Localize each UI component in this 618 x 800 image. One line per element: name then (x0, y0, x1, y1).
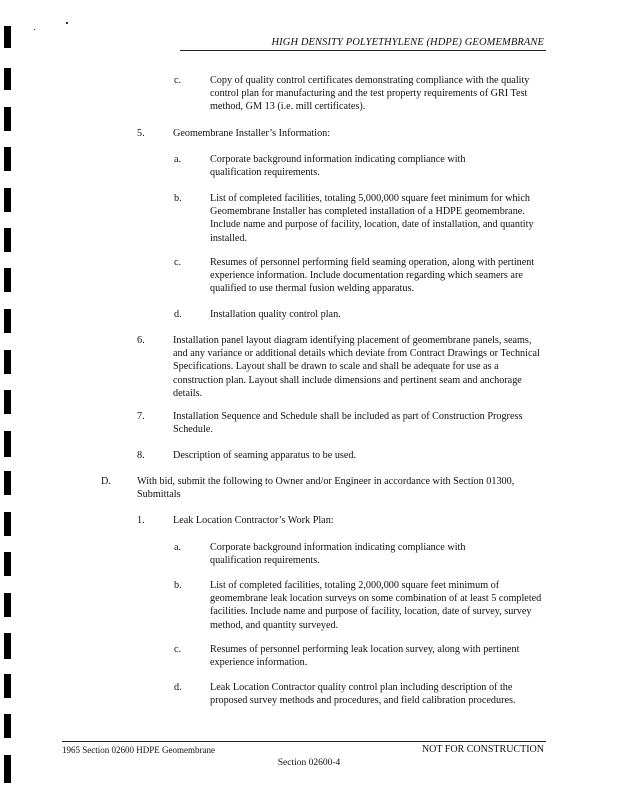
item-text: Installation quality control plan. (210, 309, 341, 320)
binder-mark (4, 147, 11, 171)
item-label: c. (174, 75, 182, 86)
item-text: Resumes of personnel performing leak location survey, along with pertinent experience information. (210, 644, 520, 669)
item-label: b. (174, 193, 182, 204)
binder-mark (4, 633, 11, 659)
scan-speck (66, 22, 68, 24)
item-text: Leak Location Contractor quality control plan including description of the proposed survey methods and procedures, and field calibration procedures. (210, 682, 516, 707)
binder-mark (4, 350, 11, 374)
binder-mark (4, 552, 11, 576)
item-text: Geomembrane Installer’s Information: (173, 128, 331, 139)
binder-mark (4, 674, 11, 698)
item-label: a. (174, 542, 182, 553)
footer-section-label: 1965 Section 02600 HDPE Geomembrane (62, 745, 215, 755)
footer-rule (62, 741, 546, 742)
item-text: Corporate background information indicating compliance with qualification requirements. (210, 154, 466, 179)
item-text: Copy of quality control certificates demonstrating compliance with the quality control plan for manufacturing and the test property requirements of GRI Test method, GM 13 (i.e. mill certificates). (210, 75, 530, 113)
binder-mark (4, 714, 11, 738)
binder-mark (4, 107, 11, 131)
binder-mark (4, 268, 11, 292)
binder-mark (4, 471, 11, 495)
item-text: Resumes of personnel performing field seaming operation, along with pertinent experience information. Include documentation regarding which seamers are qualified to use thermal fusion welding apparatus. (210, 257, 535, 295)
item-text: With bid, submit the following to Owner and/or Engineer in accordance with Section 01300, Submittals (137, 476, 515, 501)
item-text: Description of seaming apparatus to be used. (173, 450, 357, 461)
item-text: Installation panel layout diagram identifying placement of geomembrane panels, seams, and any variance or additional details which deviate from Contract Drawings or Technical Specifications. Layout shall be drawn to scale and shall be adequate for use as a construction plan. Layout shall include dimensions and pertinent seam and anchorage details. (173, 335, 540, 399)
item-label: c. (174, 644, 182, 655)
item-label: 6. (137, 335, 145, 346)
footer-notice: NOT FOR CONSTRUCTION (421, 744, 544, 755)
header-title: HIGH DENSITY POLYETHYLENE (HDPE) GEOMEMBRANE (271, 37, 544, 48)
scan-speck (34, 29, 35, 30)
item-label: 7. (137, 411, 145, 422)
item-text: Installation Sequence and Schedule shall be included as part of Construction Progress Schedule. (173, 411, 523, 436)
item-label: b. (174, 580, 182, 591)
item-text: List of completed facilities, totaling 5,000,000 square feet minimum for which Geomembrane Installer has completed installation of a HDPE geomembrane. Include name and purpose of facility, location, date of installation, and quantity installed. (210, 193, 534, 244)
item-label: D. (101, 476, 111, 487)
binder-mark (4, 431, 11, 457)
item-label: 5. (137, 128, 145, 139)
item-label: a. (174, 154, 182, 165)
item-text: Corporate background information indicating compliance with qualification requirements. (210, 542, 466, 567)
binder-mark (4, 309, 11, 333)
binder-mark (4, 188, 11, 212)
binder-mark (4, 228, 11, 252)
item-text: Leak Location Contractor’s Work Plan: (173, 515, 334, 526)
binder-mark (4, 68, 11, 90)
item-label: 8. (137, 450, 145, 461)
item-label: d. (174, 682, 182, 693)
header-rule (180, 50, 546, 51)
binder-mark (4, 593, 11, 617)
item-label: c. (174, 257, 182, 268)
binder-mark (4, 512, 11, 536)
item-label: d. (174, 309, 182, 320)
item-text: List of completed facilities, totaling 2,000,000 square feet minimum of geomembrane leak location surveys on some combination of at least 5 completed facilities. Include name and purpose of facility, location, date of survey, survey method, and quantity surveyed. (210, 580, 542, 631)
footer-page-number: Section 02600-4 (277, 758, 341, 768)
binder-mark (4, 26, 11, 48)
binder-mark (4, 390, 11, 414)
item-label: 1. (137, 515, 145, 526)
